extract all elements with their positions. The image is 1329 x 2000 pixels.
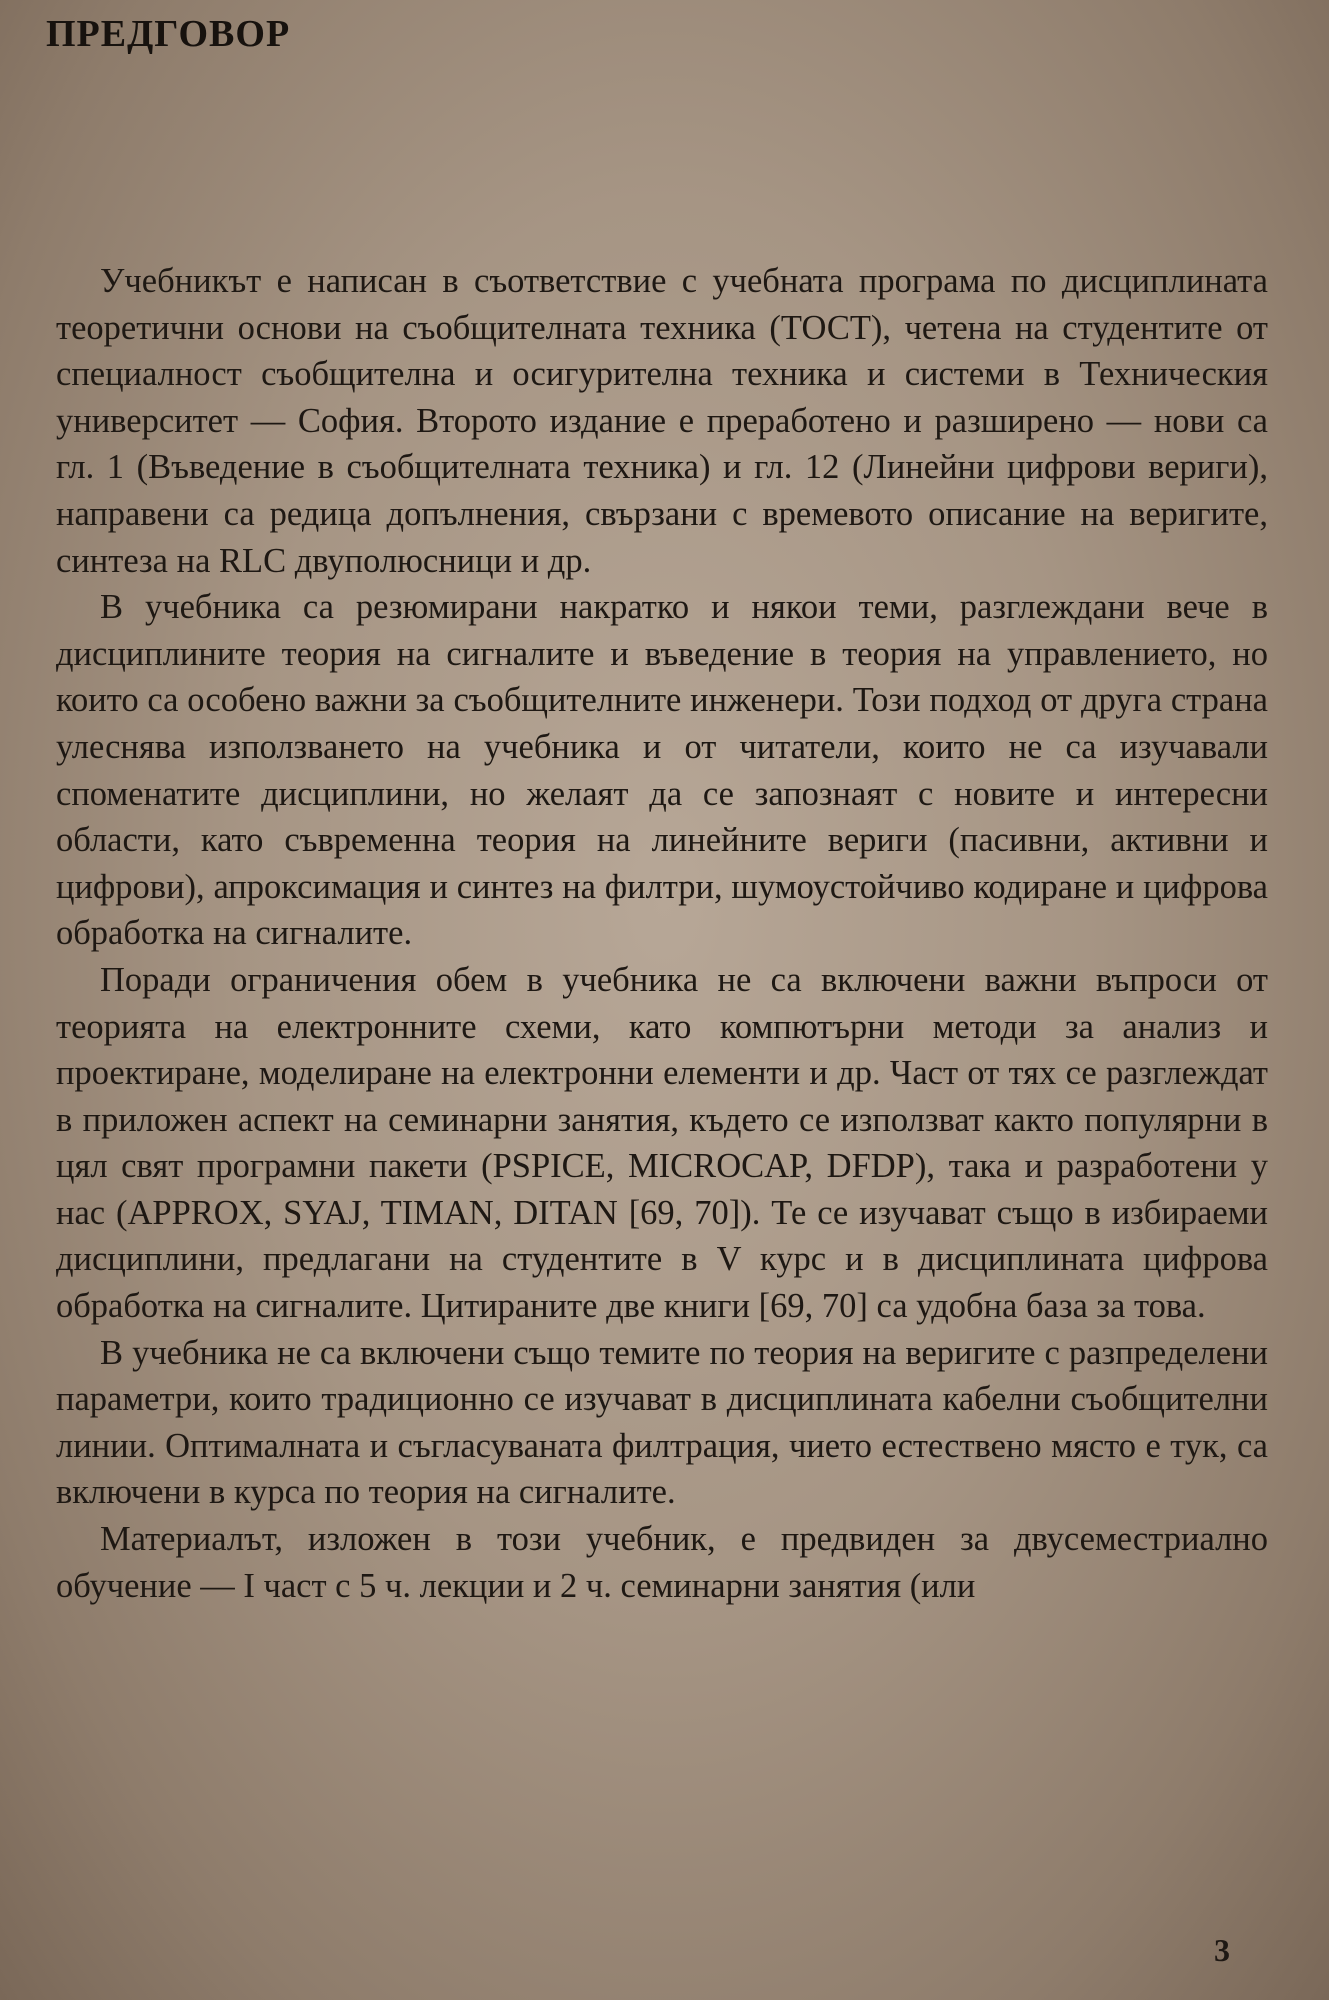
paragraph-1: Учебникът е написан в съответствие с учебната програма по дисциплината теоретични основи на съобщителната техника (ТОСТ), четена на студентите от специалност съобщителна и осигурителна техника и системи в Техническия университет — София. Второто издание е преработено и разширено — нови са гл. 1 (Въведение в съобщителната техника) и гл. 12 (Линейни цифрови вериги), направени са редица допълнения, свързани с времевото описание на веригите, синтеза на RLC двуполюсници и др. — [56, 262, 1268, 580]
body-text — [56, 258, 1268, 1609]
page-number: 3 — [1214, 1932, 1230, 1968]
paragraph-3: Поради ограничения обем в учебника не са включени важни въпроси от теорията на електронните схеми, като компютърни методи за анализ и проектиране, моделиране на електронни елементи и др. Част от тях се разглеждат в приложен аспект на семинарни занятия, където се използват както популярни в цял свят програмни пакети (PSPICE, MICROCAP, DFDP), така и разработени у нас (APPROX, SYAJ, TIMAN, DITAN [69, 70]). Те се изучават също в избираеми дисциплини, предлагани на студентите в V курс и в дисциплината цифрова обработка на сигналите. Цитираните две книги [69, 70] са удобна база за това. — [56, 960, 1268, 1326]
paragraph-5: Материалът, изложен в този учебник, е предвиден за двусеместриално обучение — I част с 5 ч. лекции и 2 ч. семинарни занятия (или — [56, 1520, 1268, 1605]
paragraph-4: В учебника не са включени също темите по теория на веригите с разпределени параметри, които традиционно се изучават в дисциплината кабелни съобщителни линии. Оптималната и съгласуваната филтрация, чието естествено място е тук, са включени в курса по теория на сигналите. — [56, 1333, 1268, 1512]
page-heading: ПРЕДГОВОР — [46, 13, 291, 55]
paragraph-2: В учебника са резюмирани накратко и някои теми, разглеждани вече в дисциплините теория на сигналите и въведение в теория на управлението, но които са особено важни за съобщителните инженери. Този подход от друга страна улеснява използването на учебника и от читатели, които не са изучавали споменатите дисциплини, но желаят да се запознаят с новите и интересни области, като съвременна теория на линейните вериги (пасивни, активни и цифрови), апроксимация и синтез на филтри, шумоустойчиво кодиране и цифрова обработка на сигналите. — [56, 588, 1268, 953]
